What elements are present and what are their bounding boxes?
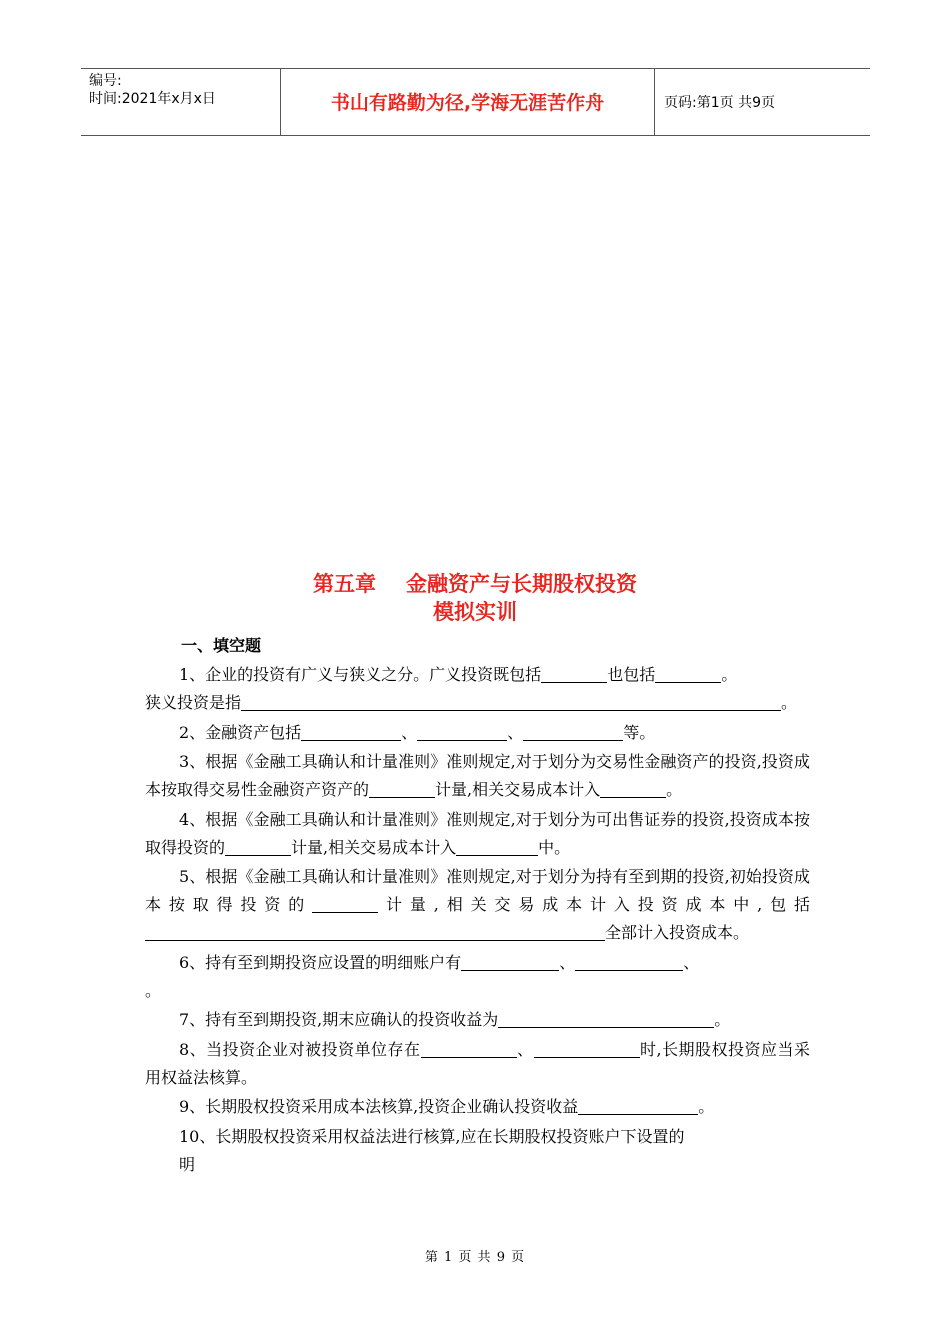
answer-blank[interactable] — [578, 1096, 698, 1115]
answer-blank[interactable] — [456, 837, 538, 856]
number-label: 编号: — [89, 73, 122, 89]
chapter-name: 金融资产与长期股权投资 — [406, 572, 637, 596]
header-page-info: 页码:第1页 共9页 — [664, 95, 775, 111]
section-heading: 一、填空题 — [181, 636, 262, 655]
question-5: 5、根据《金融工具确认和计量准则》准则规定,对于划分为持有至到期的投资,初始投资成本按取得投资的 计量,相关交易成本计入投资成本中,包括全部计入投资成本。 — [145, 867, 810, 942]
answer-blank[interactable] — [534, 1039, 640, 1058]
document-header — [81, 68, 870, 136]
question-6: 6、持有至到期投资应设置的明细账户有 、 、 。 — [145, 952, 700, 1000]
question-3: 3、根据《金融工具确认和计量准则》准则规定,对于划分为交易性金融资产的投资,投资成本按取得交易性金融资产资产的 计量,相关交易成本计入 。 — [145, 752, 810, 799]
chapter-number: 第五章 — [313, 572, 376, 596]
question-10: 10、长期股权投资采用权益法进行核算,应在长期股权投资账户下设置的 明 — [179, 1126, 685, 1174]
answer-blank[interactable] — [523, 722, 623, 741]
answer-blank[interactable] — [145, 922, 605, 941]
question-8: 8、当投资企业对被投资单位存在 、 时,长期股权投资应当采用权益法核算。 — [145, 1039, 810, 1087]
question-7: 7、持有至到期投资,期末应确认的投资收益为 。 — [179, 1010, 731, 1029]
question-1: 1、企业的投资有广义与狭义之分。广义投资既包括 也包括 。 狭义投资是指 。 — [145, 665, 798, 712]
answer-blank[interactable] — [600, 779, 666, 798]
chapter-title — [0, 570, 950, 626]
title-line-1 — [0, 570, 950, 598]
title-line-2: 模拟实训 — [433, 600, 517, 624]
header-motto: 书山有路勤为径,学海无涯苦作舟 — [281, 69, 655, 135]
page-footer: 第 1 页 共 9 页 — [424, 1250, 526, 1265]
question-2: 2、金融资产包括 、 、 等。 — [179, 722, 656, 742]
answer-blank[interactable] — [498, 1009, 714, 1028]
answer-blank[interactable] — [225, 837, 291, 856]
answer-blank[interactable] — [655, 664, 721, 683]
answer-blank[interactable] — [421, 1039, 517, 1058]
answer-blank[interactable] — [369, 779, 435, 798]
answer-blank[interactable] — [417, 722, 507, 741]
header-meta — [81, 69, 281, 135]
answer-blank[interactable] — [241, 692, 781, 711]
answer-blank[interactable] — [541, 664, 607, 683]
answer-blank[interactable] — [301, 722, 401, 741]
answer-blank[interactable] — [312, 894, 378, 913]
question-9: 9、长期股权投资采用成本法核算,投资企业确认投资收益 。 — [179, 1097, 715, 1116]
question-4: 4、根据《金融工具确认和计量准则》准则规定,对于划分为可出售证券的投资,投资成本按取得投资的 计量,相关交易成本计入 中。 — [145, 809, 810, 857]
answer-blank[interactable] — [575, 952, 683, 971]
answer-blank[interactable] — [461, 952, 559, 971]
document-body — [145, 632, 810, 1180]
date-label: 时间:2021年x月x日 — [89, 91, 216, 107]
